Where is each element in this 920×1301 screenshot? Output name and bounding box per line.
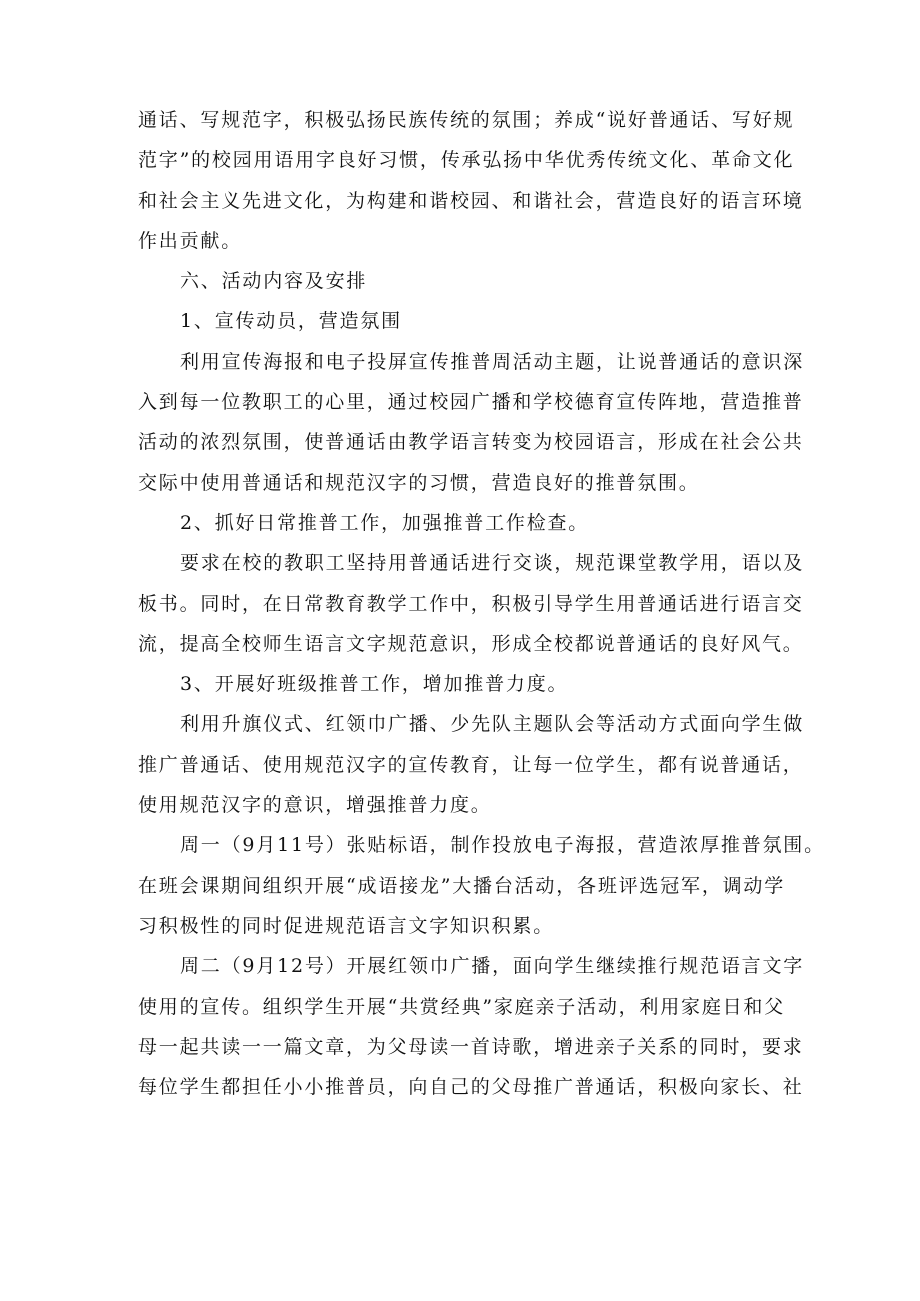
text-line: 通话、写规范字，积极弘扬民族传统的氛围；养成“说好普通话、写好规 — [138, 109, 795, 131]
text-line: 使用的宣传。组织学生开展“共赏经典”家庭亲子活动，利用家庭日和父 — [138, 995, 786, 1018]
document-page — [138, 100, 825, 1107]
text-line: 每位学生都担任小小推普员，向自己的父母推广普通话，积极向家长、社 — [138, 1076, 804, 1099]
subsection-heading: 1、宣传动员，营造氛围 — [180, 310, 402, 333]
text-line: 范字”的校园用语用字良好习惯，传承弘扬中华优秀传统文化、革命文化 — [138, 149, 795, 172]
subsection-heading: 3、开展好班级推普工作，增加推普力度。 — [180, 673, 569, 696]
text-line: 要求在校的教职工坚持用普通话进行交谈，规范课堂教学用，语以及 — [180, 552, 805, 575]
text-line: 母一起共读一一篇文章，为父母读一首诗歌，增进亲子关系的同时，要求 — [138, 1035, 804, 1058]
text-line: 周二（9月12号）开展红领巾广播，面向学生继续推行规范语言文字 — [180, 955, 805, 978]
text-line: 板书。同时，在日常教育教学工作中，积极引导学生用普通话进行语言交 — [138, 592, 804, 615]
text-line: 作出贡献。 — [138, 229, 243, 252]
text-line: 使用规范汉字的意识，增强推普力度。 — [138, 794, 492, 817]
subsection-heading: 2、抓好日常推普工作，加强推普工作检查。 — [180, 511, 590, 534]
text-line: 和社会主义先进文化，为构建和谐校园、和谐社会，营造良好的语言环境 — [138, 189, 804, 212]
section-heading: 六、活动内容及安排 — [180, 270, 368, 293]
text-line: 习积极性的同时促进规范语言文字知识积累。 — [138, 914, 555, 937]
text-line: 活动的浓烈氛围，使普通话由教学语言转变为校园语言，形成在社会公共 — [138, 431, 804, 454]
text-line: 利用宣传海报和电子投屏宣传推普周活动主题，让说普通话的意识深 — [180, 350, 805, 373]
text-line: 推广普通话、使用规范汉字的宣传教育，让每一位学生，都有说普通话， — [138, 753, 804, 776]
text-line: 周一（9月11号）张贴标语，制作投放电子海报，营造浓厚推普氛围。 — [180, 834, 825, 857]
text-line: 在班会课期间组织开展“成语接龙”大播台活动，各班评选冠军，调动学 — [138, 874, 786, 897]
text-line: 入到每一位教职工的心里，通过校园广播和学校德育宣传阵地，营造推普 — [138, 391, 804, 414]
text-line: 交际中使用普通话和规范汉字的习惯，营造良好的推普氛围。 — [138, 471, 700, 494]
text-line: 利用升旗仪式、红领巾广播、少先队主题队会等活动方式面向学生做 — [180, 713, 805, 736]
text-line: 流，提高全校师生语言文字规范意识，形成全校都说普通话的良好风气。 — [138, 632, 804, 655]
